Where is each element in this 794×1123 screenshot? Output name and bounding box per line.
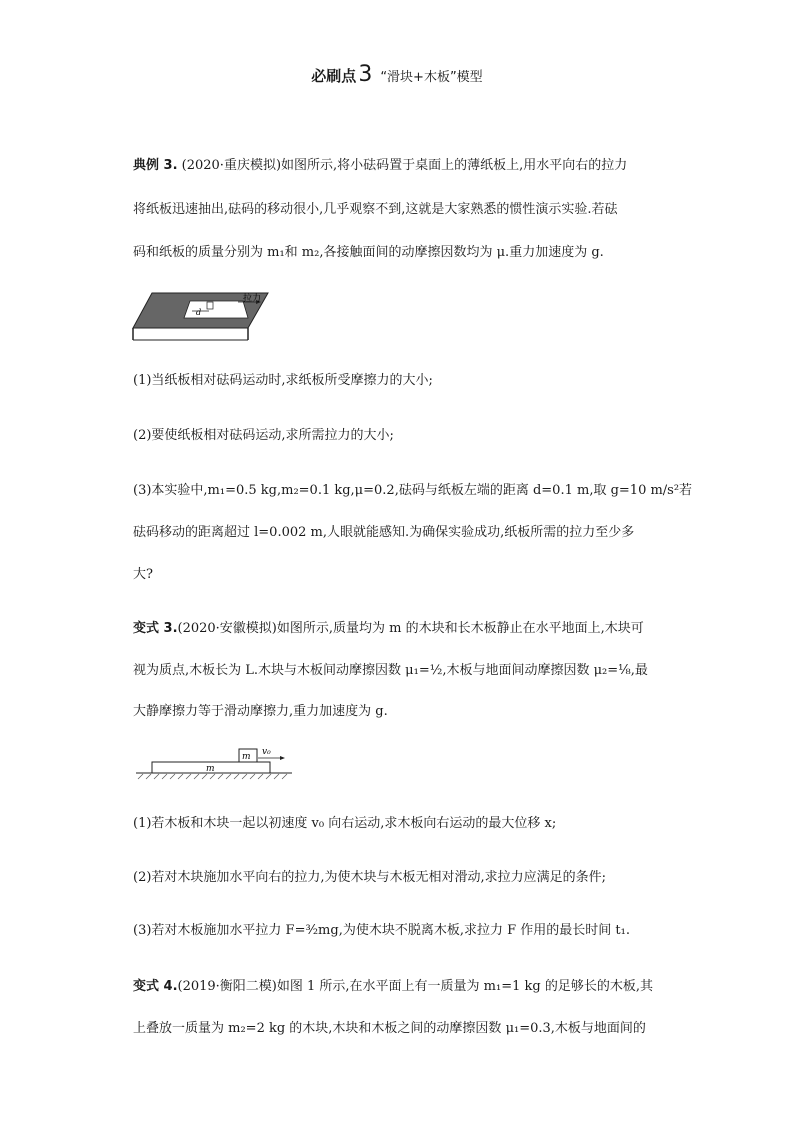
example3-line-1 [133,157,627,175]
variant3-board-label: m [206,764,215,774]
example3-pull-label: 拉力 [243,294,262,304]
example3-line-3: 码和纸板的质量分别为 m₁和 m₂,各接触面间的动摩擦因数均为 μ.重力加速度为 g. [133,245,604,260]
variant3-block-label: m [242,752,251,762]
variant3-text-1: (2020·安徽模拟)如图所示,质量均为 m 的木块和长木板静止在水平地面上,木块可 [177,621,644,636]
variant3-question-1: (1)若木板和木块一起以初速度 v₀ 向右运动,求木板向右运动的最大位移 x; [133,816,557,831]
title-number: 3 [358,62,373,87]
title-topic: “滑块+木板”模型 [380,70,483,85]
example3-line-2: 将纸板迅速抽出,砝码的移动很小,几乎观察不到,这就是大家熟悉的惯性演示实验.若砝 [133,202,618,217]
example3-question-1: (1)当纸板相对砝码运动时,求纸板所受摩擦力的大小; [133,373,433,388]
example3-question-3-line-1: (3)本实验中,m₁=0.5 kg,m₂=0.1 kg,μ=0.2,砝码与纸板左端的距离 d=0.1 m,取 g=10 m/s²若 [133,483,693,498]
variant4-text-1: (2019·衡阳二模)如图 1 所示,在水平面上有一质量为 m₁=1 kg 的足够长的木板,其 [177,979,653,994]
variant3-line-3: 大静摩擦力等于滑动摩擦力,重力加速度为 g. [133,704,388,719]
example3-question-2: (2)要使纸板相对砝码运动,求所需拉力的大小; [133,428,394,443]
example3-text-1: (2020·重庆模拟)如图所示,将小砝码置于桌面上的薄纸板上,用水平向右的拉力 [181,158,628,173]
variant3-line-1 [133,620,644,638]
example3-question-3-line-3: 大? [133,567,153,582]
variant3-velocity-label: v₀ [262,747,271,757]
variant4-line-2: 上叠放一质量为 m₂=2 kg 的木块,木块和木板之间的动摩擦因数 μ₁=0.3,木板与地面间的 [133,1021,646,1036]
variant3-line-2: 视为质点,木板长为 L.木块与木板间动摩擦因数 μ₁=½,木板与地面间动摩擦因数 μ₂=⅛,最 [133,663,648,678]
variant3-figure [134,746,294,782]
example3-label: 典例 3. [133,158,178,173]
variant3-label: 变式 3. [133,621,178,636]
page-title [0,62,794,87]
variant3-question-3: (3)若对木板施加水平拉力 F=³⁄₂mg,为使木块不脱离木板,求拉力 F 作用的最长时间 t₁. [133,923,630,938]
title-prefix: 必刷点 [311,67,357,85]
example3-d-label: d [196,308,202,317]
example3-figure [130,288,270,344]
example3-question-3-line-2: 砝码移动的距离超过 l=0.002 m,人眼就能感知.为确保实验成功,纸板所需的拉力至少多 [133,525,635,540]
variant4-label: 变式 4. [133,979,178,994]
variant3-question-2: (2)若对木块施加水平向右的拉力,为使木块与木板无相对滑动,求拉力应满足的条件; [133,870,607,885]
variant4-line-1 [133,978,653,996]
